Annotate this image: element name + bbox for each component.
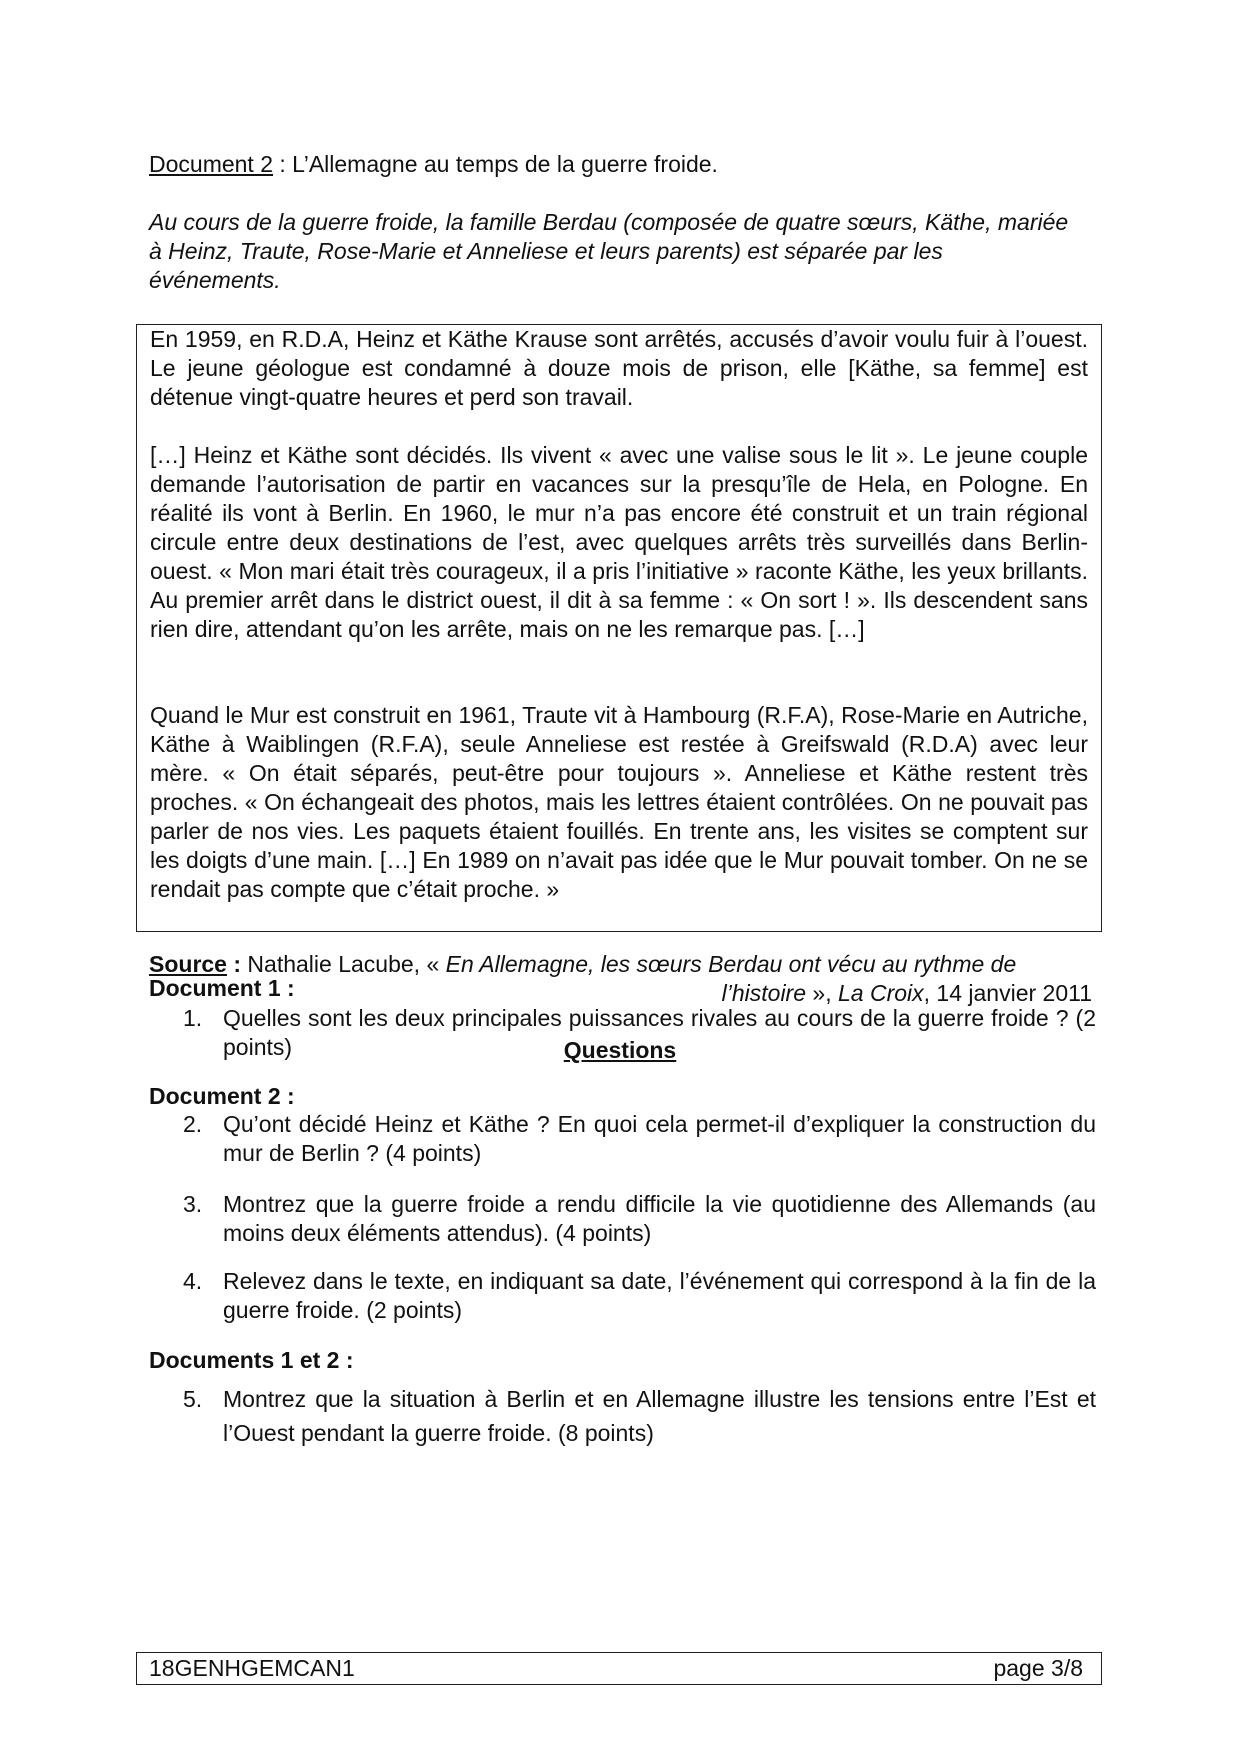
question-item	[183, 1267, 1096, 1325]
source-title-part1: En Allemagne, les sœurs Berdau ont vécu au rythme de	[445, 951, 1017, 977]
excerpt-box	[136, 324, 1102, 932]
exam-code: 18GENHGEMCAN1	[149, 1655, 355, 1681]
section-document-2: Document 2 :	[149, 1083, 295, 1109]
question-item	[183, 1110, 1096, 1168]
question-item	[183, 1190, 1096, 1248]
source-colon: :	[226, 951, 242, 977]
question-text: Relevez dans le texte, en indiquant sa date, l’événement qui correspond à la fin de la guerre froide. (2 points)	[223, 1268, 1096, 1323]
section-documents-1-2: Documents 1 et 2 :	[149, 1347, 354, 1373]
excerpt-paragraph-1: En 1959, en R.D.A, Heinz et Käthe Krause sont arrêtés, accusés d’avoir voulu fuir à l’ouest. Le jeune géologue est condamné à douze mois de prison, elle [Käthe, sa femme] est détenue vingt-quatre heures et perd son travail.	[150, 326, 1088, 410]
excerpt-paragraph-2: […] Heinz et Käthe sont décidés. Ils vivent « avec une valise sous le lit ». Le jeune couple demande l’autorisation de partir en vacances sur la presqu’île de Hela, en Pologne. En réalité ils vont à Berlin. En 1960, le mur n’a pas encore été construit et un train régional circule entre deux destinations de l’est, avec quelques arrêts très surveillés dans Berlin-ouest. « Mon mari était très courageux, il a pris l’initiative » raconte Käthe, les yeux brillants. Au premier arrêt dans le district ouest, il dit à sa femme : « On sort ! ». Ils descendent sans rien dire, attendant qu’on les arrête, mais on ne les remarque pas. […]	[150, 442, 1088, 642]
source-label: Source	[149, 951, 227, 977]
document-label: Document 2	[149, 151, 274, 177]
question-number: 5.	[183, 1386, 203, 1412]
document-title: : L’Allemagne au temps de la guerre froide.	[273, 151, 718, 177]
document-heading	[149, 150, 1099, 179]
source-mid: »,	[806, 980, 838, 1006]
question-item	[183, 1382, 1096, 1450]
question-text: Quelles sont les deux principales puissances rivales au cours de la guerre froide ? (2 points)	[223, 1005, 1096, 1060]
source-journal: La Croix	[837, 980, 924, 1006]
page-footer	[136, 1652, 1102, 1685]
questions-title: Questions	[563, 1037, 677, 1063]
question-text: Montrez que la guerre froide a rendu difficile la vie quotidienne des Allemands (au moins deux éléments attendus). (4 points)	[223, 1191, 1096, 1246]
source-title-part2: l’histoire	[721, 980, 807, 1006]
question-item	[183, 1004, 1096, 1062]
source-date: , 14 janvier 2011	[923, 980, 1092, 1006]
source-author: Nathalie Lacube, «	[241, 951, 446, 977]
section-document-1: Document 1 :	[149, 975, 295, 1001]
page-number: page 3/8	[993, 1655, 1083, 1681]
question-number: 1.	[183, 1005, 203, 1031]
question-number: 2.	[183, 1111, 203, 1137]
intro-text: Au cours de la guerre froide, la famille Berdau (composée de quatre sœurs, Käthe, mariée à Heinz, Traute, Rose-Marie et Anneliese et leurs parents) est séparée par les événements.	[149, 209, 1069, 293]
question-number: 3.	[183, 1191, 203, 1217]
excerpt-paragraph-3: Quand le Mur est construit en 1961, Traute vit à Hambourg (R.F.A), Rose-Marie en Autriche, Käthe à Waiblingen (R.F.A), seule Anneliese est restée à Greifswald (R.D.A) avec leur mère. « On était séparés, peut-être pour toujours ». Anneliese et Käthe restent très proches. « On échangeait des photos, mais les lettres étaient contrôlées. On ne pouvait pas parler de nos vies. Les paquets étaient fouillés. En trente ans, les visites se comptent sur les doigts d’une main. […] En 1989 on n’avait pas idée que le Mur pouvait tomber. On ne se rendait pas compte que c’était proche. »	[150, 702, 1088, 902]
question-text: Qu’ont décidé Heinz et Käthe ? En quoi cela permet-il d’expliquer la construction du mur de Berlin ? (4 points)	[223, 1111, 1096, 1166]
question-number: 4.	[183, 1268, 203, 1294]
question-text: Montrez que la situation à Berlin et en Allemagne illustre les tensions entre l’Est et l’Ouest pendant la guerre froide. (8 points)	[223, 1386, 1096, 1446]
